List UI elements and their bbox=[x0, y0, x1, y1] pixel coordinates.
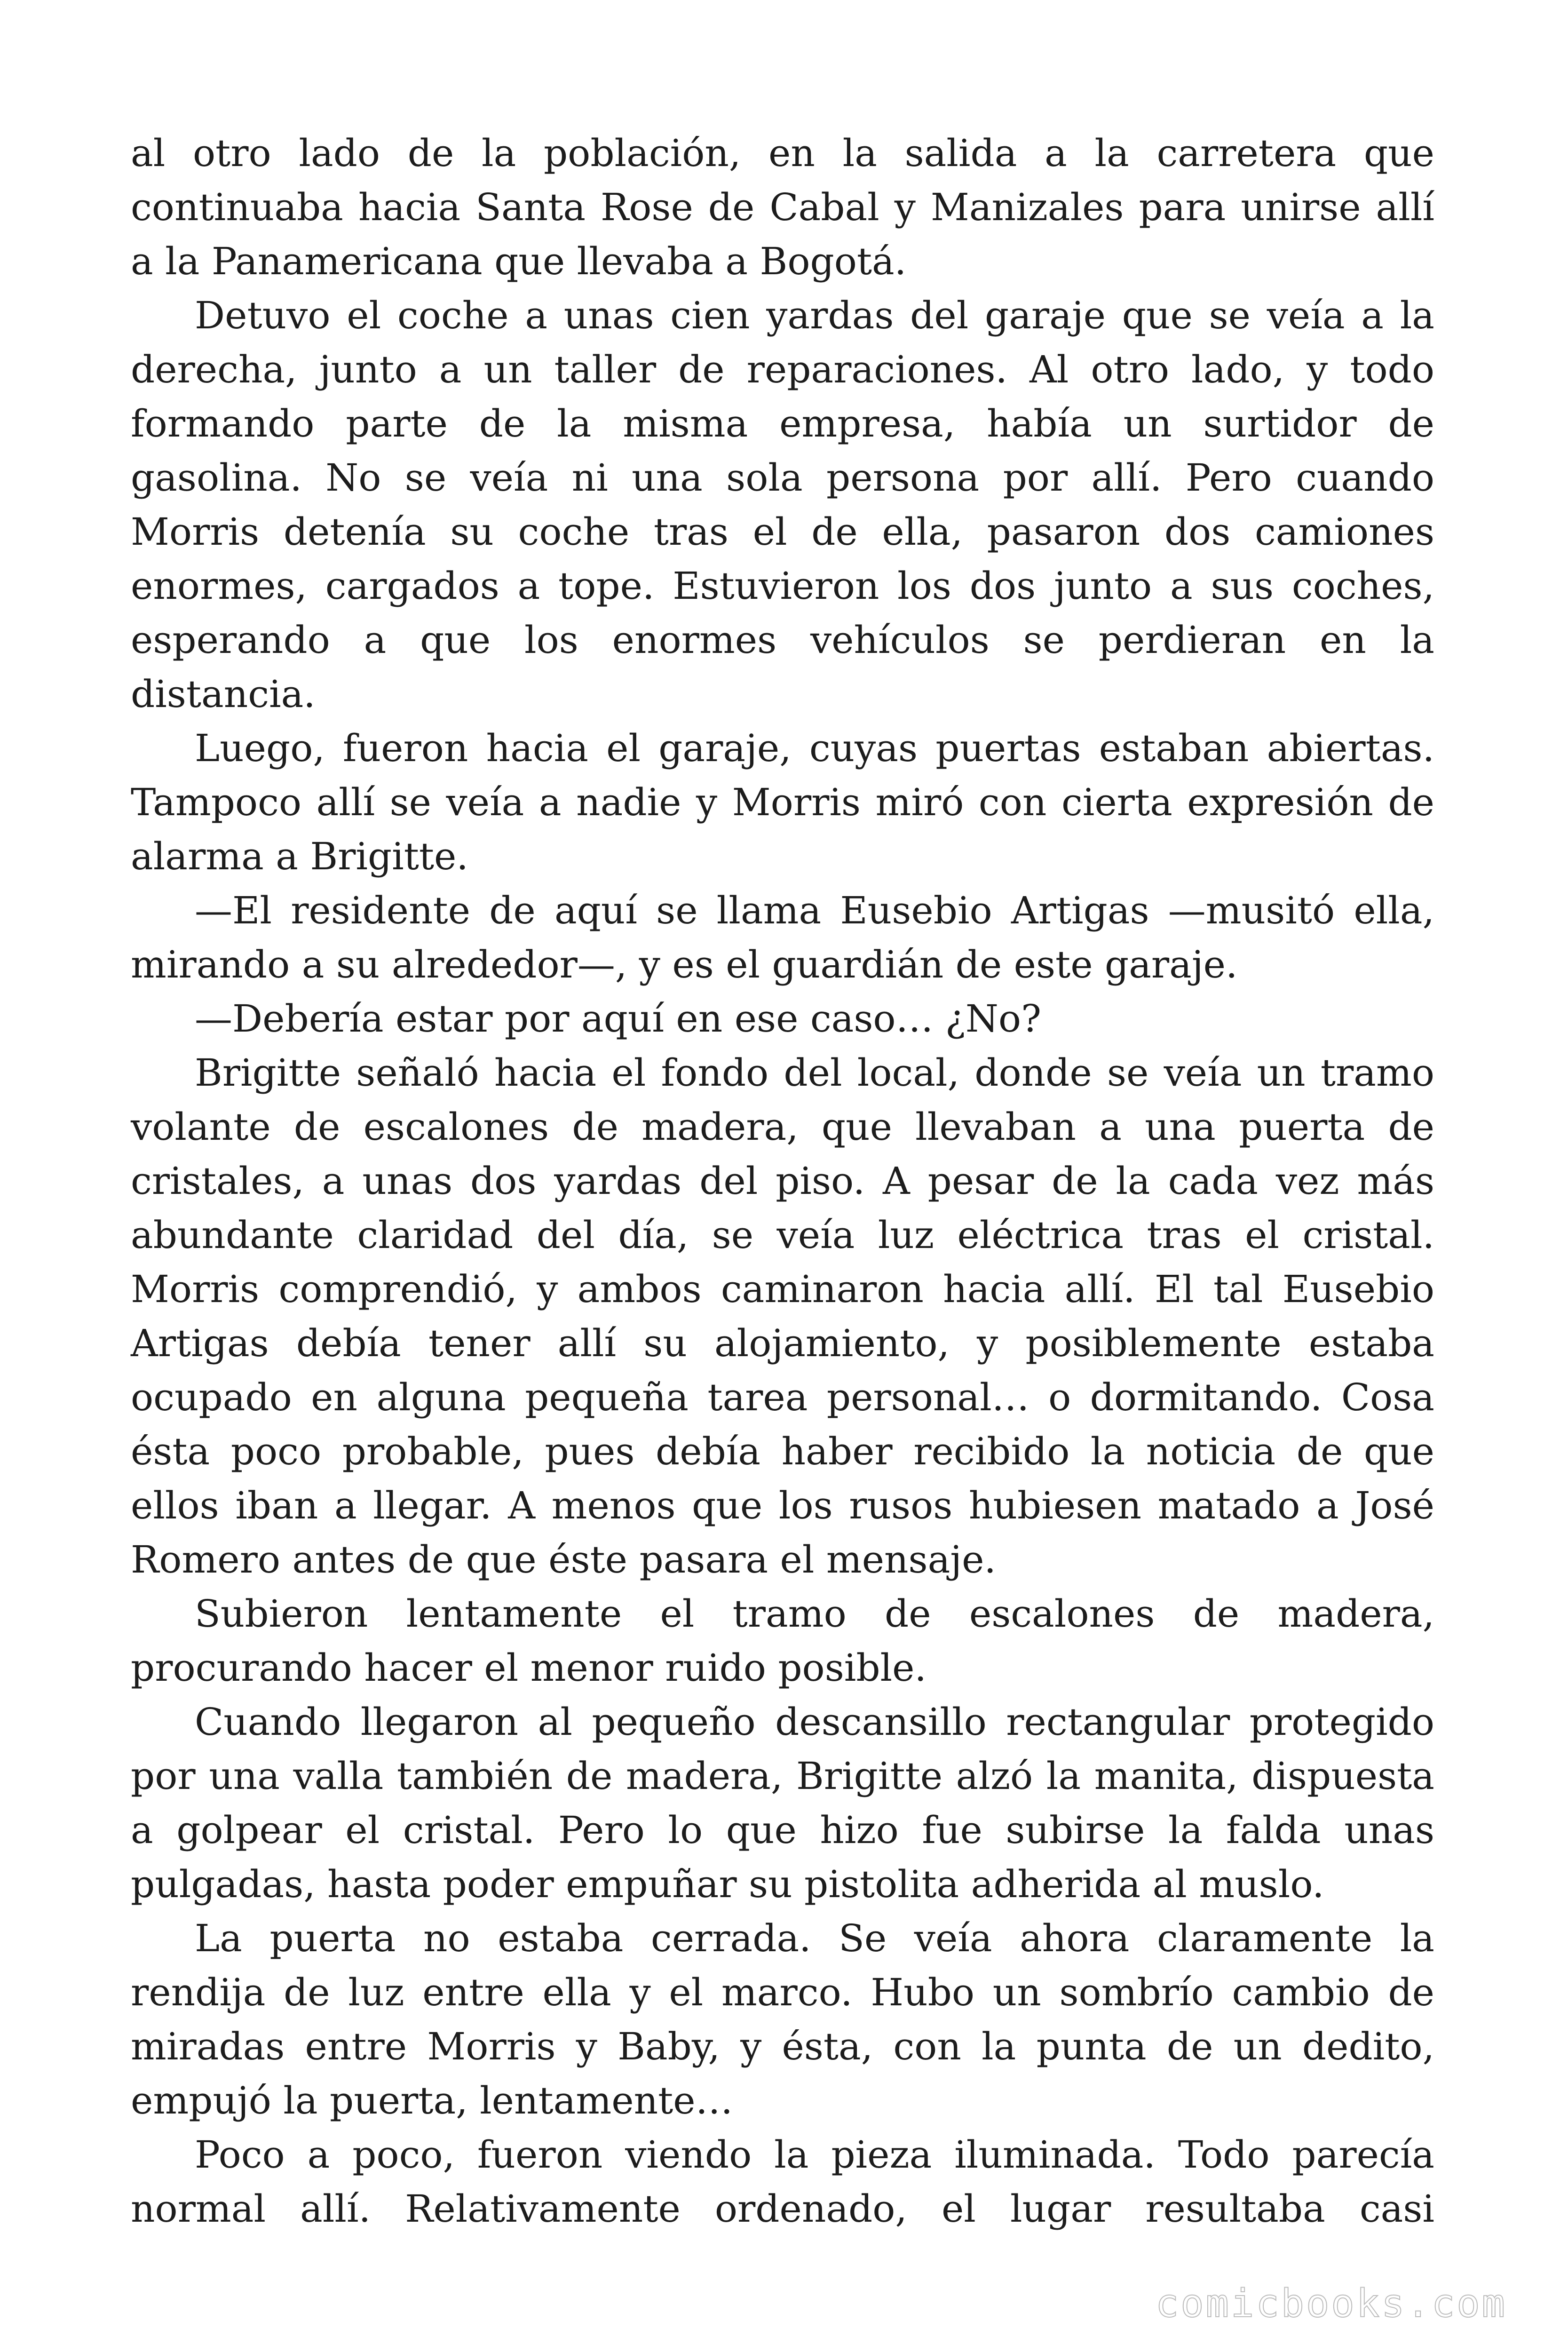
paragraph: Poco a poco, fueron viendo la pieza iluminada. Todo parecía normal allí. Relativamente ordenado, el lugar resultaba casi bbox=[131, 2133, 1434, 2231]
paragraph: Subieron lentamente el tramo de escalones de madera, procurando hacer el menor ruido posible. bbox=[131, 1592, 1434, 1690]
paragraph: Brigitte señaló hacia el fondo del local, donde se veía un tramo volante de escalones de madera, que llevaban a una puerta de cristales, a unas dos yardas del piso. A pesar de la cada vez más abundante claridad del día, se veía luz eléctrica tras el cristal. Morris comprendió, y ambos caminaron hacia allí. El tal Eusebio Artigas debía tener allí su alojamiento, y posiblemente estaba ocupado en alguna pequeña tarea personal… o dormitando. Cosa ésta poco probable, pues debía haber recibido la noticia de que ellos iban a llegar. A menos que los rusos hubiesen matado a José Romero antes de que éste pasara el mensaje. bbox=[131, 1051, 1434, 1581]
paragraph: Luego, fueron hacia el garaje, cuyas puertas estaban abiertas. Tampoco allí se veía a nadie y Morris miró con cierta expresión de alarma a Brigitte. bbox=[131, 726, 1434, 878]
watermark: comicbooks.com bbox=[1155, 2281, 1507, 2326]
paragraph: al otro lado de la población, en la salida a la carretera que continuaba hacia Santa Rose de Cabal y Manizales para unirse allí a la Panamericana que llevaba a Bogotá. bbox=[131, 131, 1434, 283]
body-text bbox=[131, 126, 1434, 2236]
paragraph: La puerta no estaba cerrada. Se veía ahora claramente la rendija de luz entre ella y el marco. Hubo un sombrío cambio de miradas entre Morris y Baby, y ésta, con la punta de un dedito, empujó la puerta, lentamente… bbox=[131, 1916, 1434, 2122]
dialogue-paragraph: —Debería estar por aquí en ese caso… ¿No? bbox=[195, 997, 1041, 1041]
paragraph: Detuvo el coche a unas cien yardas del garaje que se veía a la derecha, junto a un taller de reparaciones. Al otro lado, y todo formando parte de la misma empresa, había un surtidor de gasolina. No se veía ni una sola persona por allí. Pero cuando Morris detenía su coche tras el de ella, pasaron dos camiones enormes, cargados a tope. Estuvieron los dos junto a sus coches, esperando a que los enormes vehículos se perdieran en la distancia. bbox=[131, 294, 1434, 716]
paragraph: Cuando llegaron al pequeño descansillo rectangular protegido por una valla también de madera, Brigitte alzó la manita, dispuesta a golpear el cristal. Pero lo que hizo fue subirse la falda unas pulgadas, hasta poder empuñar su pistolita adherida al muslo. bbox=[131, 1700, 1434, 1906]
dialogue-paragraph: —El residente de aquí se llama Eusebio Artigas —musitó ella, mirando a su alrededor—, y es el guardián de este garaje. bbox=[131, 889, 1434, 986]
